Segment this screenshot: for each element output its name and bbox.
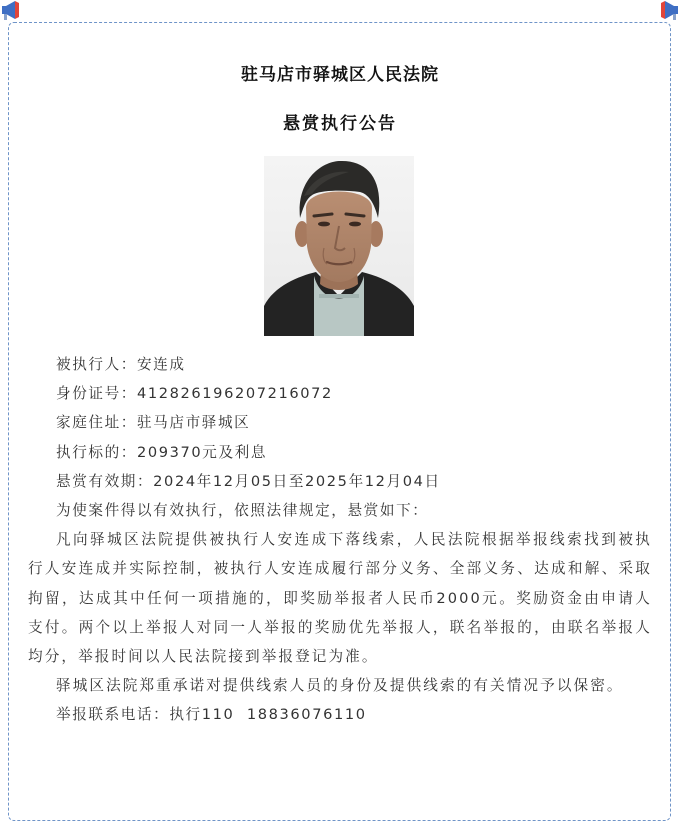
field-value: 412826196207216072 <box>136 385 333 403</box>
confidential-paragraph: 驿城区法院郑重承诺对提供线索人员的身份及提供线索的有关情况予以保密。 <box>56 677 624 695</box>
field-value: 驻马店市驿城区 <box>136 414 251 432</box>
megaphone-icon <box>0 0 24 22</box>
field-address <box>28 408 652 437</box>
field-label: 家庭住址： <box>56 414 137 432</box>
field-execution-amount <box>28 438 652 467</box>
contact-label: 举报联系电话： <box>56 706 170 724</box>
field-validity-period <box>28 467 652 496</box>
field-label: 身份证号： <box>56 385 137 403</box>
contact-line <box>28 700 652 729</box>
field-value: 2024年12月05日至2025年12月04日 <box>153 472 441 490</box>
contact-phone: 执行110 18836076110 <box>169 706 367 724</box>
field-debtor <box>28 350 652 379</box>
field-value: 209370元及利息 <box>136 443 268 461</box>
portrait-photo <box>264 156 414 336</box>
megaphone-icon <box>656 0 680 22</box>
field-id-number <box>28 379 652 408</box>
field-label: 执行标的： <box>56 443 137 461</box>
intro-text: 为使案件得以有效执行，依照法律规定，悬赏如下： <box>56 501 429 519</box>
notice-body <box>28 350 652 730</box>
court-name: 驻马店市驿城区人民法院 <box>241 65 439 85</box>
reward-paragraph: 凡向驿城区法院提供被执行人安连成下落线索，人民法院根据举报线索找到被执行人安连成并实际控制，被执行人安连成履行部分义务、全部义务、达成和解、采取拘留，达成其中任何一项措施的，即奖励举报者人民币2000元。奖励资金由申请人支付。两个以上举报人对同一人举报的奖励优先举报人，联名举报的，由联名举报人均分，举报时间以人民法院接到举报登记为准。 <box>28 531 652 665</box>
field-label: 悬赏有效期： <box>56 472 154 490</box>
notice-title: 悬赏执行公告 <box>283 114 397 134</box>
field-value: 安连成 <box>136 356 186 373</box>
field-label: 被执行人： <box>56 356 137 373</box>
